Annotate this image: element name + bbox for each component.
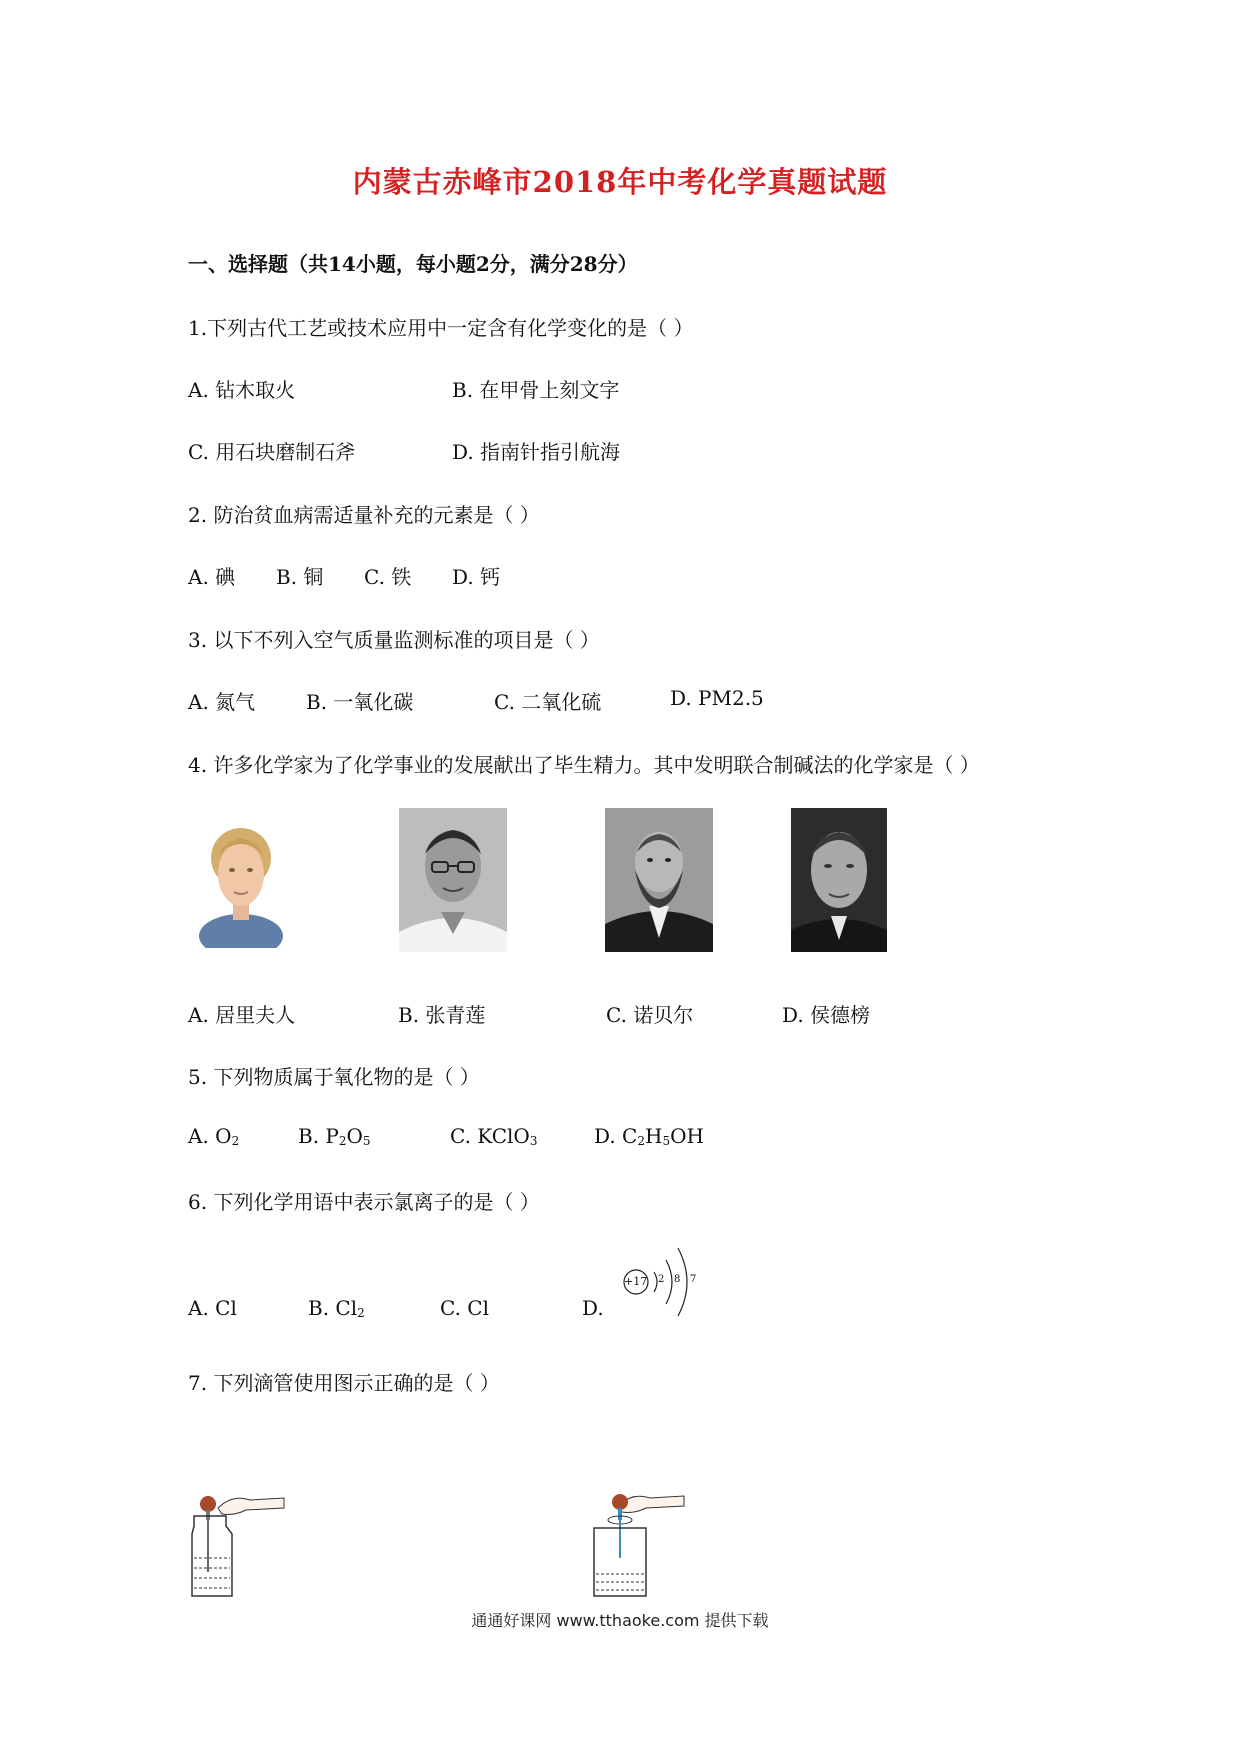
page-footer: 通通好课网 www.tthaoke.com 提供下载 [471,1611,769,1630]
q1-option-d: D. 指南针指引航海 [452,440,621,464]
question-5-stem: 5. 下列物质属于氧化物的是（ ） [188,1065,480,1089]
q5-b-sub2: 5 [362,1134,371,1148]
q4-option-c: C. 诺贝尔 [606,1003,694,1027]
q6-option-a: A. Cl [188,1296,237,1320]
portrait-nobel [605,808,713,952]
q2-option-c: C. 铁 [364,565,412,589]
q1-option-b: B. 在甲骨上刻文字 [452,378,620,402]
q3-option-d: D. PM2.5 [670,686,764,710]
q5-option-d [594,1124,704,1148]
q5-b-mid: O [346,1124,363,1148]
q5-d-sub1: 2 [637,1134,645,1148]
q5-option-b [298,1124,371,1148]
portrait-curie [196,808,286,948]
page-title: 内蒙古赤峰市2018年中考化学真题试题 [352,165,888,199]
portrait-hou-debang [791,808,887,952]
q6-b-sub: 2 [357,1306,365,1320]
section-heading: 一、选择题（共14小题，每小题2分，满分28分） [188,252,638,276]
q3-option-b: B. 一氧化碳 [306,690,414,714]
q4-option-a: A. 居里夫人 [188,1003,296,1027]
question-4-stem: 4. 许多化学家为了化学事业的发展献出了毕生精力。其中发明联合制碱法的化学家是（ ） [188,753,980,777]
q5-b-sub1: 2 [338,1134,347,1148]
question-7-stem: 7. 下列滴管使用图示正确的是（ ） [188,1371,500,1395]
dropper-figure-a [188,1488,288,1600]
q5-d-mid: H [644,1124,663,1148]
q5-d-text: D. C [594,1124,638,1148]
q2-option-a: A. 碘 [188,565,236,589]
q6-b-text: B. Cl [308,1296,358,1320]
q3-option-c: C. 二氧化硫 [494,690,602,714]
q2-option-b: B. 铜 [276,565,324,589]
q6-option-b [308,1296,365,1320]
question-3-stem: 3. 以下不列入空气质量监测标准的项目是（ ） [188,628,600,652]
q1-option-c: C. 用石块磨制石斧 [188,440,356,464]
q3-option-a: A. 氮气 [188,690,256,714]
nucleus-charge: +17 [624,1275,648,1288]
question-6-stem: 6. 下列化学用语中表示氯离子的是（ ） [188,1190,540,1214]
q5-option-c [450,1124,537,1148]
shell-3-electrons: 7 [690,1274,697,1285]
q4-option-b: B. 张青莲 [398,1003,486,1027]
q5-d-sub2: 5 [662,1134,671,1148]
q6-option-c: C. Cl [440,1296,490,1320]
shell-2-electrons: 8 [674,1274,681,1285]
q5-c-sub: 3 [529,1134,538,1148]
q5-c-text: C. KClO [450,1124,530,1148]
question-2-stem: 2. 防治贫血病需适量补充的元素是（ ） [188,503,540,527]
q5-b-text: B. P [298,1124,339,1148]
q5-a-text: A. O [188,1124,232,1148]
q4-option-d: D. 侯德榜 [782,1003,871,1027]
shell-1-electrons: 2 [658,1274,665,1285]
portrait-zhang-qinglian [399,808,507,952]
q6-option-d: D. [582,1296,604,1320]
q1-option-a: A. 钻木取火 [188,378,296,402]
q5-option-a [188,1124,239,1148]
dropper-figure-b [588,1488,688,1600]
q5-a-sub: 2 [231,1134,240,1148]
q5-d-post: OH [670,1124,704,1148]
q2-option-d: D. 钙 [452,565,501,589]
chloride-ion-structure-diagram [618,1244,710,1318]
question-1-stem: 1.下列古代工艺或技术应用中一定含有化学变化的是（ ） [188,316,694,340]
